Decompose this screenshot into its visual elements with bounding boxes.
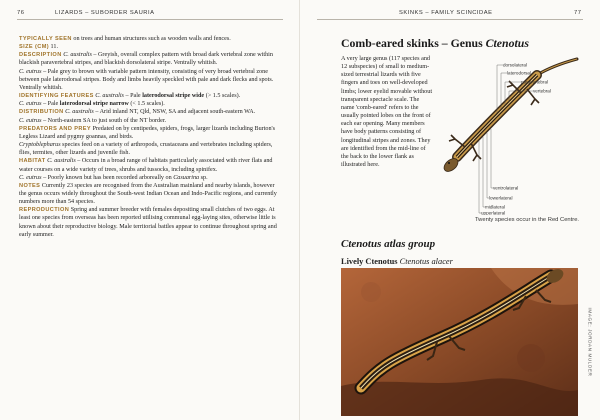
diagram-caption: Twenty species occur in the Red Centre.: [474, 217, 580, 223]
label-lowerlateral: lowerlateral: [489, 195, 513, 201]
left-running-head: LIZARDS – SUBORDER SAURIA: [55, 10, 155, 16]
right-running-head: SKINKS – FAMILY SCINCIDAE: [399, 10, 493, 16]
genus-heading: Comb-eared skinks – Genus Ctenotus: [341, 36, 529, 50]
label-typically-seen: TYPICALLY SEEN: [19, 36, 72, 42]
left-body-text: [19, 35, 283, 239]
left-page: [0, 0, 299, 420]
lizard-on-rock-photo: [341, 268, 578, 416]
label-identifying-features: IDENTIFYING FEATURES: [19, 93, 94, 100]
left-page-number: 76: [17, 10, 25, 16]
section-reproduction: REPRODUCTION Spring and summer breeder with females depositing small clutches of two eggs. At least one species from overseas has been reported utilising communal egg-laying sites, otherwise little is known about their reproductive biology. Male territorial battles appear to continue throughout spring and early summer.: [19, 207, 277, 238]
label-distribution: DISTRIBUTION: [19, 109, 64, 116]
label-dorsolateral: dorsolateral: [503, 62, 528, 68]
label-reproduction: REPRODUCTION: [19, 207, 70, 214]
species-photo: [341, 268, 578, 416]
section-typically-seen: TYPICALLY SEEN on trees and human structures such as wooden walls and fences.: [19, 36, 231, 42]
label-habitat: HABITAT: [19, 158, 46, 165]
species-heading: [341, 257, 453, 266]
section-distribution: DISTRIBUTION C. australis – Arid inland NT, Qld, NSW, SA and adjacent south-eastern WA. C. eutrus – North-eastern SA to just south of the NT border.: [19, 109, 256, 124]
label-ventrolateral: ventrolateral: [493, 185, 519, 191]
section-notes: NOTES Currently 23 species are recognised from the Australian mainland and nearby islands, however the genus occurs widely throughout the South-west Indian Ocean and Indo-Pacific regions, and currently numbers more than 54 species.: [19, 182, 277, 206]
section-size: SIZE (CM) 11.: [19, 44, 58, 51]
photo-credit: IMAGE: JORDAN MULDER: [587, 307, 593, 377]
left-header-rule: [17, 19, 283, 20]
right-page-number: 77: [574, 10, 582, 16]
genus-name: Ctenotus: [485, 36, 529, 50]
skink-front-leg: [449, 135, 465, 147]
label-notes: NOTES: [19, 182, 41, 189]
label-predators-prey: PREDATORS AND PREY: [19, 125, 92, 132]
section-identifying-features: IDENTIFYING FEATURES C. australis – Pale laterodorsal stripe wide (> 1.5 scales). C. eutrus – Pale laterodorsal stripe narrow (< 1.5 scales).: [19, 93, 241, 108]
label-upperlateral: upperlateral: [481, 210, 506, 215]
section-description: DESCRIPTION C. australis – Greyish, overall complex pattern with broad dark vertebral zone within blackish paravertebral stripes, and blackish dorsolateral stripe. Ventrally whitish. C. eutrus – Pale grey to brown with variable pattern intensity, consisting of very broad vertebral zone between pale laterodorsal stripes. Body and limbs heavily speckled with pale and dark flecks and spots. Ventrally whitish.: [19, 52, 274, 91]
stripe-diagram: [437, 55, 589, 215]
label-paravertebral: paravertebral: [521, 79, 549, 85]
label-midlateral: midlateral: [485, 204, 505, 210]
label-laterodorsal: laterodorsal: [507, 70, 532, 76]
skink-tail: [537, 59, 577, 75]
right-header-rule: [317, 19, 583, 20]
genus-paragraph: A very large genus (117 species and 12 subspecies) of small to medium-sized terrestrial lizards with five fingers and toes on well-developed limbs; lower eyelid movable without transparent spectacle scale. The name 'comb-eared' refers to the usually pointed lobes on the front of each ear opening. Many members have body patterns consisting of longitudinal stripes and zones. They are identified from the mid-line of the back to the lower flank as illustrated here.: [341, 55, 433, 169]
label-description: DESCRIPTION: [19, 52, 62, 59]
section-habitat: HABITAT C. australis – Occurs in a broad range of habitats particularly associated with river flats and water courses on a wide variety of trees, shrubs and tussocks, including spinifex. C. eutrus – Poorly known but has been recorded arboreally on Casuarina sp.: [19, 158, 273, 181]
skink-illustration: [437, 55, 589, 215]
section-predators-prey: PREDATORS AND PREY Predated on by centipedes, spiders, frogs, larger lizards including Burton's Legless Lizard and pygmy goannas, and birds. Cryptoblepharus species feed on a variety of arthropods, crustaceans and vertebrates including spiders, flies, termites, other lizards and juvenile fish.: [19, 125, 276, 157]
species-common-name: Lively Ctenotus: [341, 257, 398, 266]
label-vertebral: vertebral: [533, 88, 551, 94]
species-scientific-name: Ctenotus alacer: [399, 257, 453, 266]
label-size: SIZE (CM): [19, 44, 50, 51]
group-heading: Ctenotus atlas group: [341, 238, 436, 250]
